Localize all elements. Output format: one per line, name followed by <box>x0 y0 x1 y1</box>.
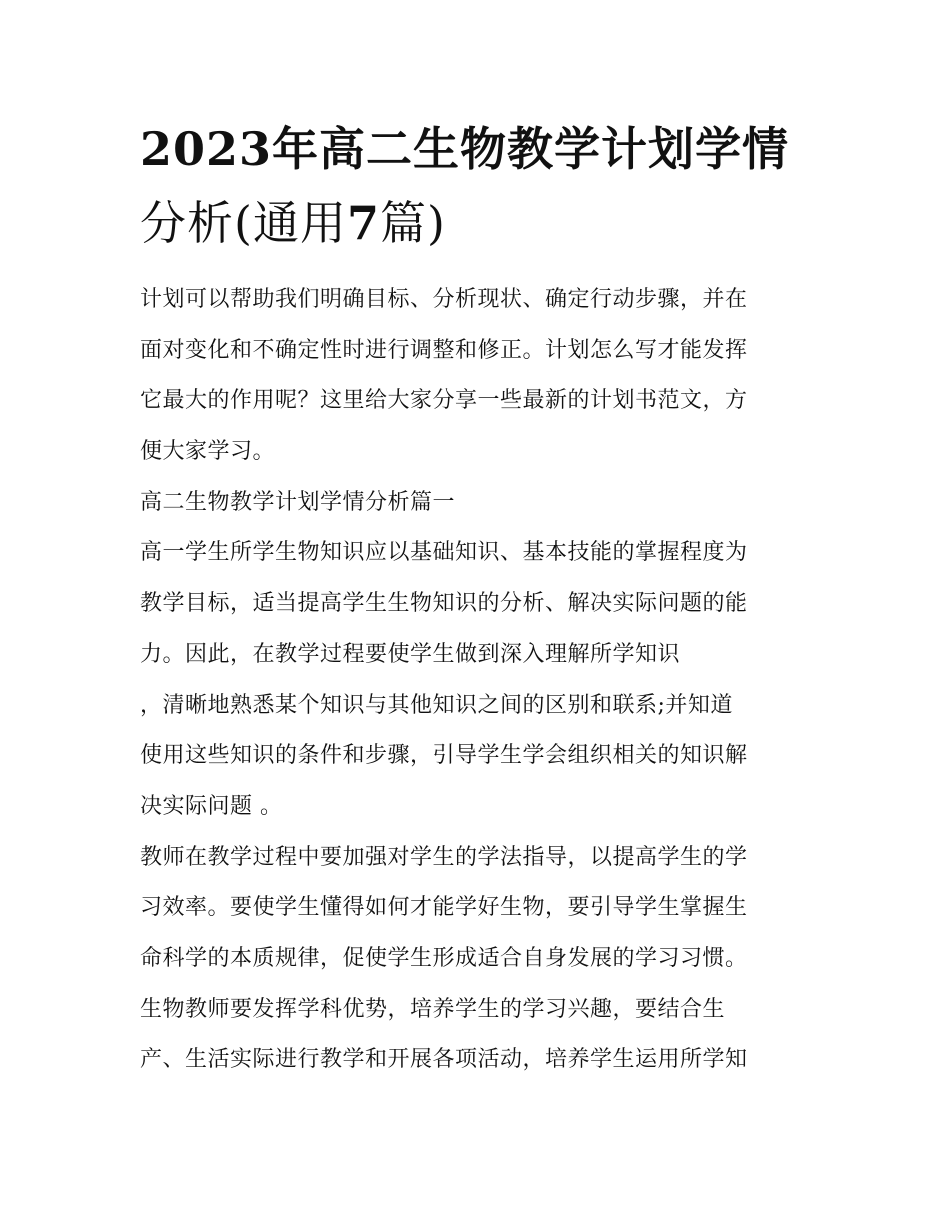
body-line-8: 力。因此，在教学过程要使学生做到深入理解所学知识 <box>140 641 681 667</box>
title-line-2 <box>140 186 820 260</box>
body-line-14: 命科学的本质规律，促使学生形成适合自身发展的学习习惯。 <box>140 945 748 971</box>
body-line-16: 产、生活实际进行教学和开展各项活动，培养学生运用所学知 <box>140 1047 748 1073</box>
section-heading: 高二生物教学计划学情分析篇一 <box>140 489 456 515</box>
body-line-3: 它最大的作用呢？这里给大家分享一些最新的计划书范文，方 <box>140 388 748 414</box>
title-line-1: 2023年高二生物教学计划学情 <box>140 122 790 176</box>
document-page <box>140 0 820 1229</box>
title-line-2-part-b: 篇) <box>379 196 446 250</box>
body-line-7: 教学目标，适当提高学生生物知识的分析、解决实际问题的能 <box>140 591 748 617</box>
body-line-10: 使用这些知识的条件和步骤，引导学生学会组织相关的知识解 <box>140 743 748 769</box>
body-line-1: 计划可以帮助我们明确目标、分析现状、确定行动步骤，并在 <box>140 287 748 312</box>
body-line-13: 习效率。要使学生懂得如何才能学好生物，要引导学生掌握生 <box>140 895 748 921</box>
title-line-2-part-a: 分析(通用 <box>140 196 347 250</box>
body-line-11: 决实际问题 。 <box>140 793 283 819</box>
body-line-6: 高一学生所学生物知识应以基础知识、基本技能的掌握程度为 <box>140 540 748 566</box>
body-line-2: 面对变化和不确定性时进行调整和修正。计划怎么写才能发挥 <box>140 337 748 363</box>
document-body <box>140 275 820 1086</box>
body-line-15: 生物教师要发挥学科优势，培养学生的学习兴趣，要结合生 <box>140 996 726 1022</box>
body-line-9: ，清晰地熟悉某个知识与其他知识之间的区别和联系;并知道 <box>140 692 733 718</box>
document-title <box>140 112 820 260</box>
body-line-4: 便大家学习。 <box>140 439 276 465</box>
body-line-12: 教师在教学过程中要加强对学生的学法指导，以提高学生的学 <box>140 844 748 870</box>
title-line-2-number: 7 <box>346 196 380 250</box>
